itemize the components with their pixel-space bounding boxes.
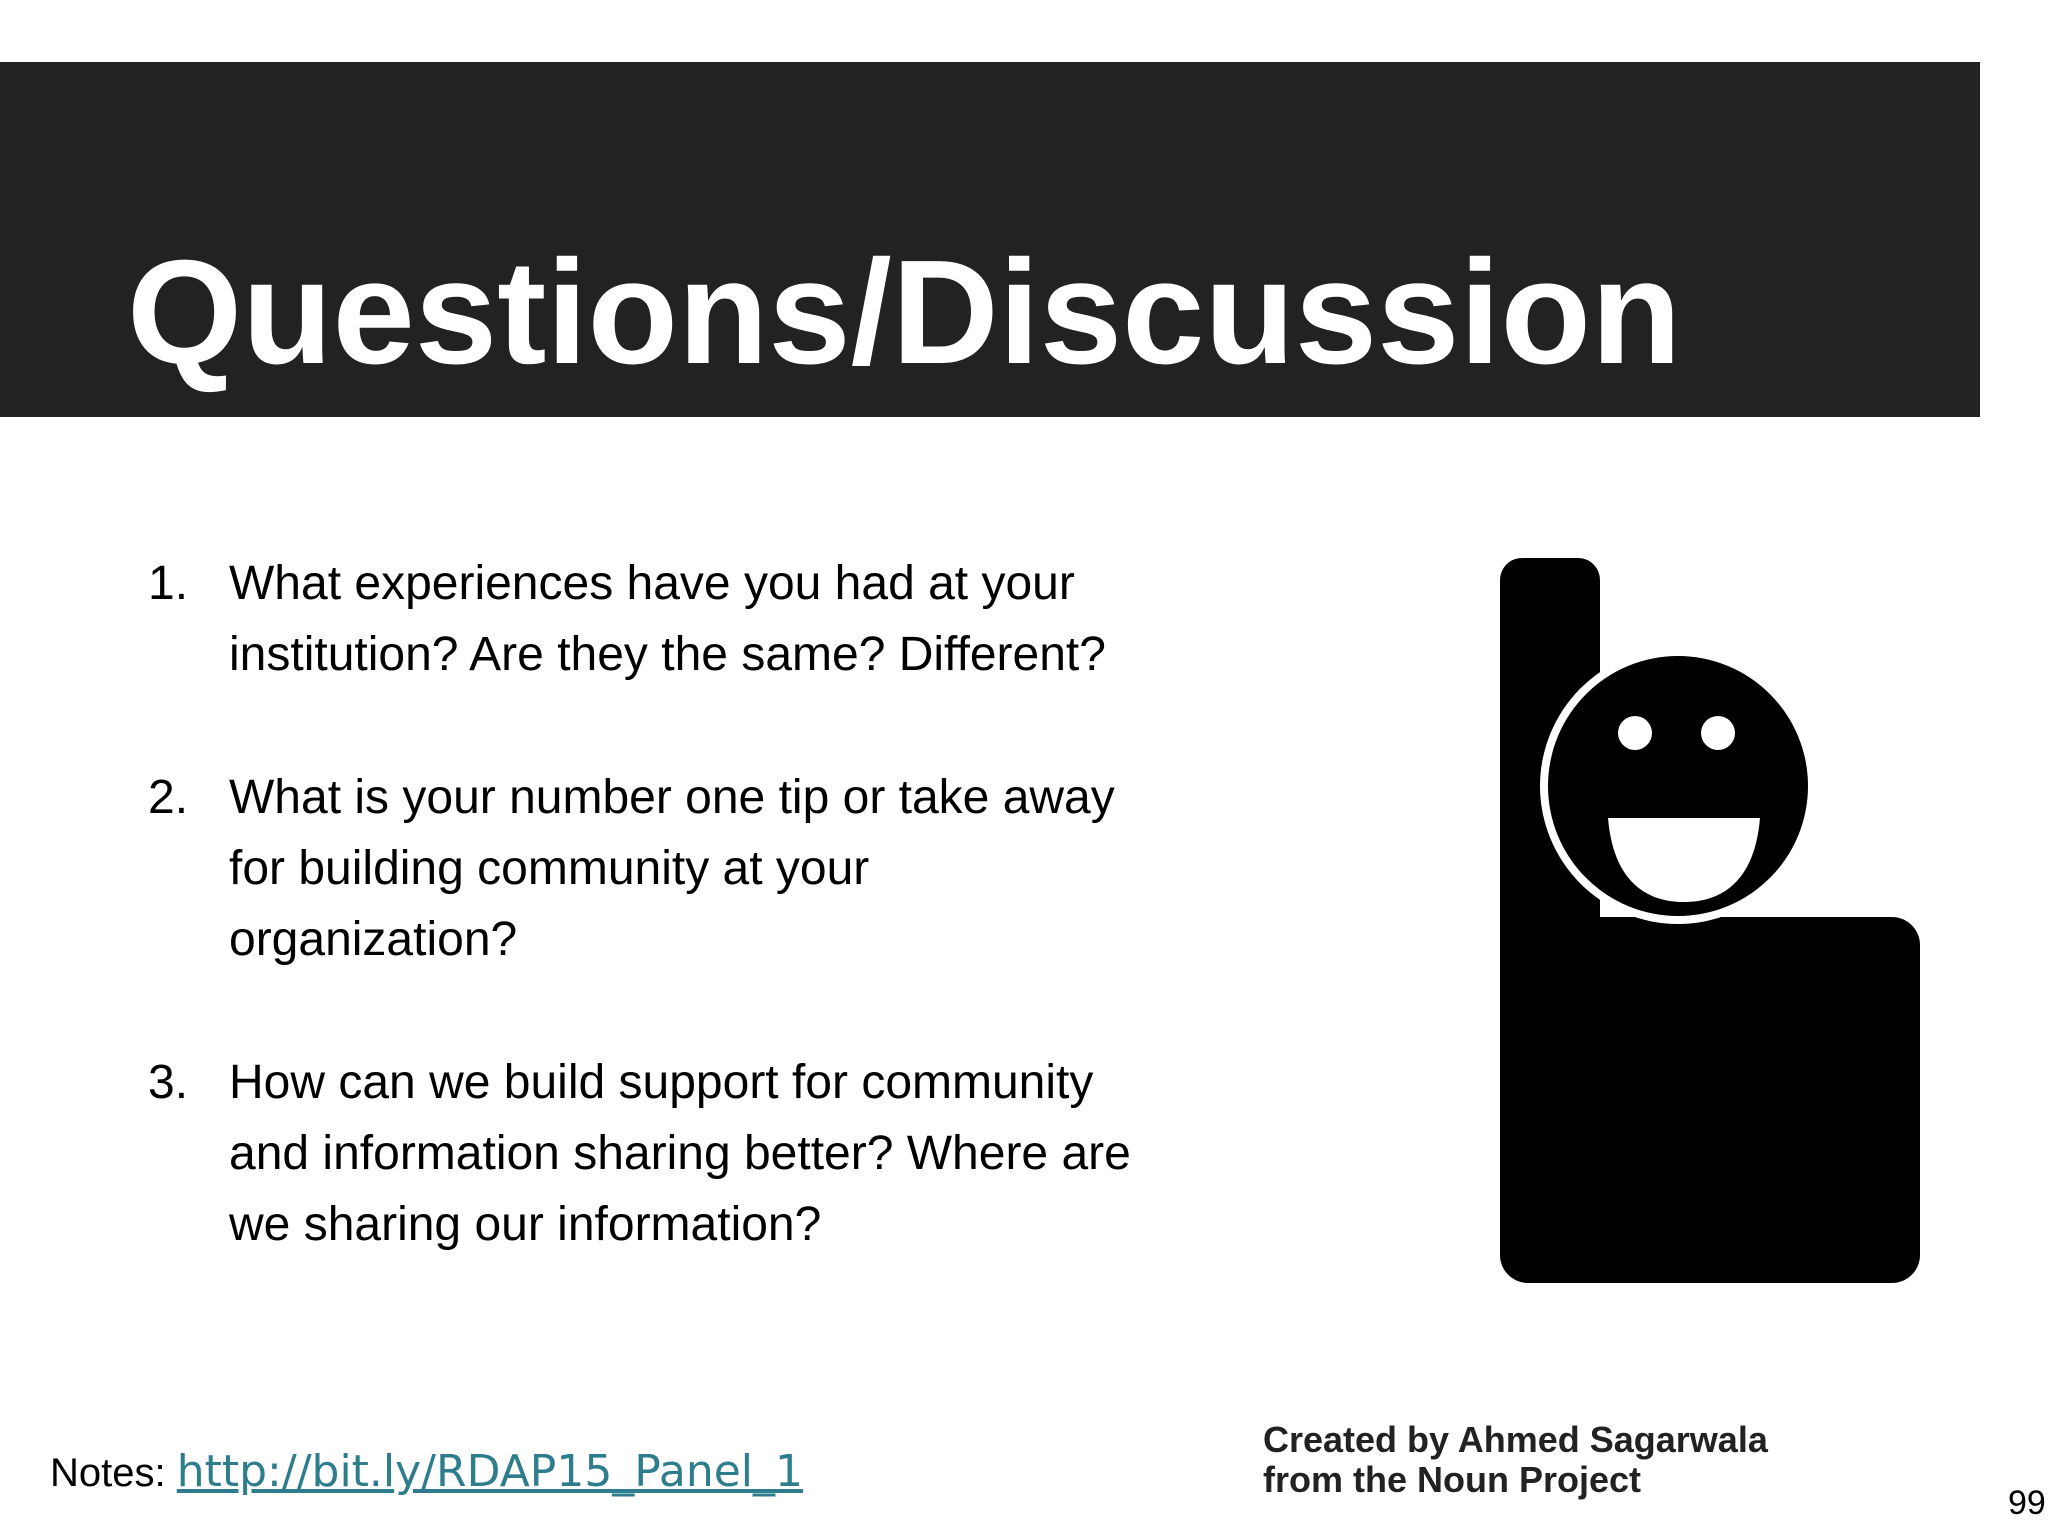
question-line: What is your number one tip or take away <box>229 771 1115 824</box>
slide-title: Questions/Discussion <box>127 230 1682 395</box>
question-text <box>229 1047 1238 1260</box>
question-text <box>229 762 1238 975</box>
notes-label: Notes: <box>50 1451 166 1495</box>
question-line: institution? Are they the same? Different? <box>229 628 1106 681</box>
notes-link[interactable]: http://bit.ly/RDAP15_Panel_1 <box>176 1446 804 1497</box>
question-line: for building community at your <box>229 842 870 895</box>
question-text <box>229 548 1238 690</box>
question-line: organization? <box>229 913 518 966</box>
icon-credit <box>1263 1420 1768 1500</box>
credit-line-2: from the Noun Project <box>1263 1459 1642 1500</box>
raised-hand-smiley-icon <box>1500 558 1920 1283</box>
body-block <box>1500 917 1920 1283</box>
question-line: How can we build support for community <box>229 1056 1094 1109</box>
left-eye <box>1618 716 1652 750</box>
page-number: 99 <box>2008 1484 2046 1522</box>
question-number: 3. <box>148 1056 189 1109</box>
question-line: we sharing our information? <box>229 1198 822 1251</box>
question-list <box>148 548 1238 1260</box>
notes <box>50 1442 803 1503</box>
credit-line-1: Created by Ahmed Sagarwala <box>1263 1419 1768 1460</box>
right-eye <box>1701 716 1735 750</box>
question-line: and information sharing better? Where are <box>229 1127 1131 1180</box>
question-item <box>148 548 1238 690</box>
question-line: What experiences have you had at your <box>229 557 1075 610</box>
question-number: 1. <box>148 557 189 610</box>
question-number: 2. <box>148 771 189 824</box>
question-item <box>148 1047 1238 1260</box>
question-item <box>148 762 1238 975</box>
